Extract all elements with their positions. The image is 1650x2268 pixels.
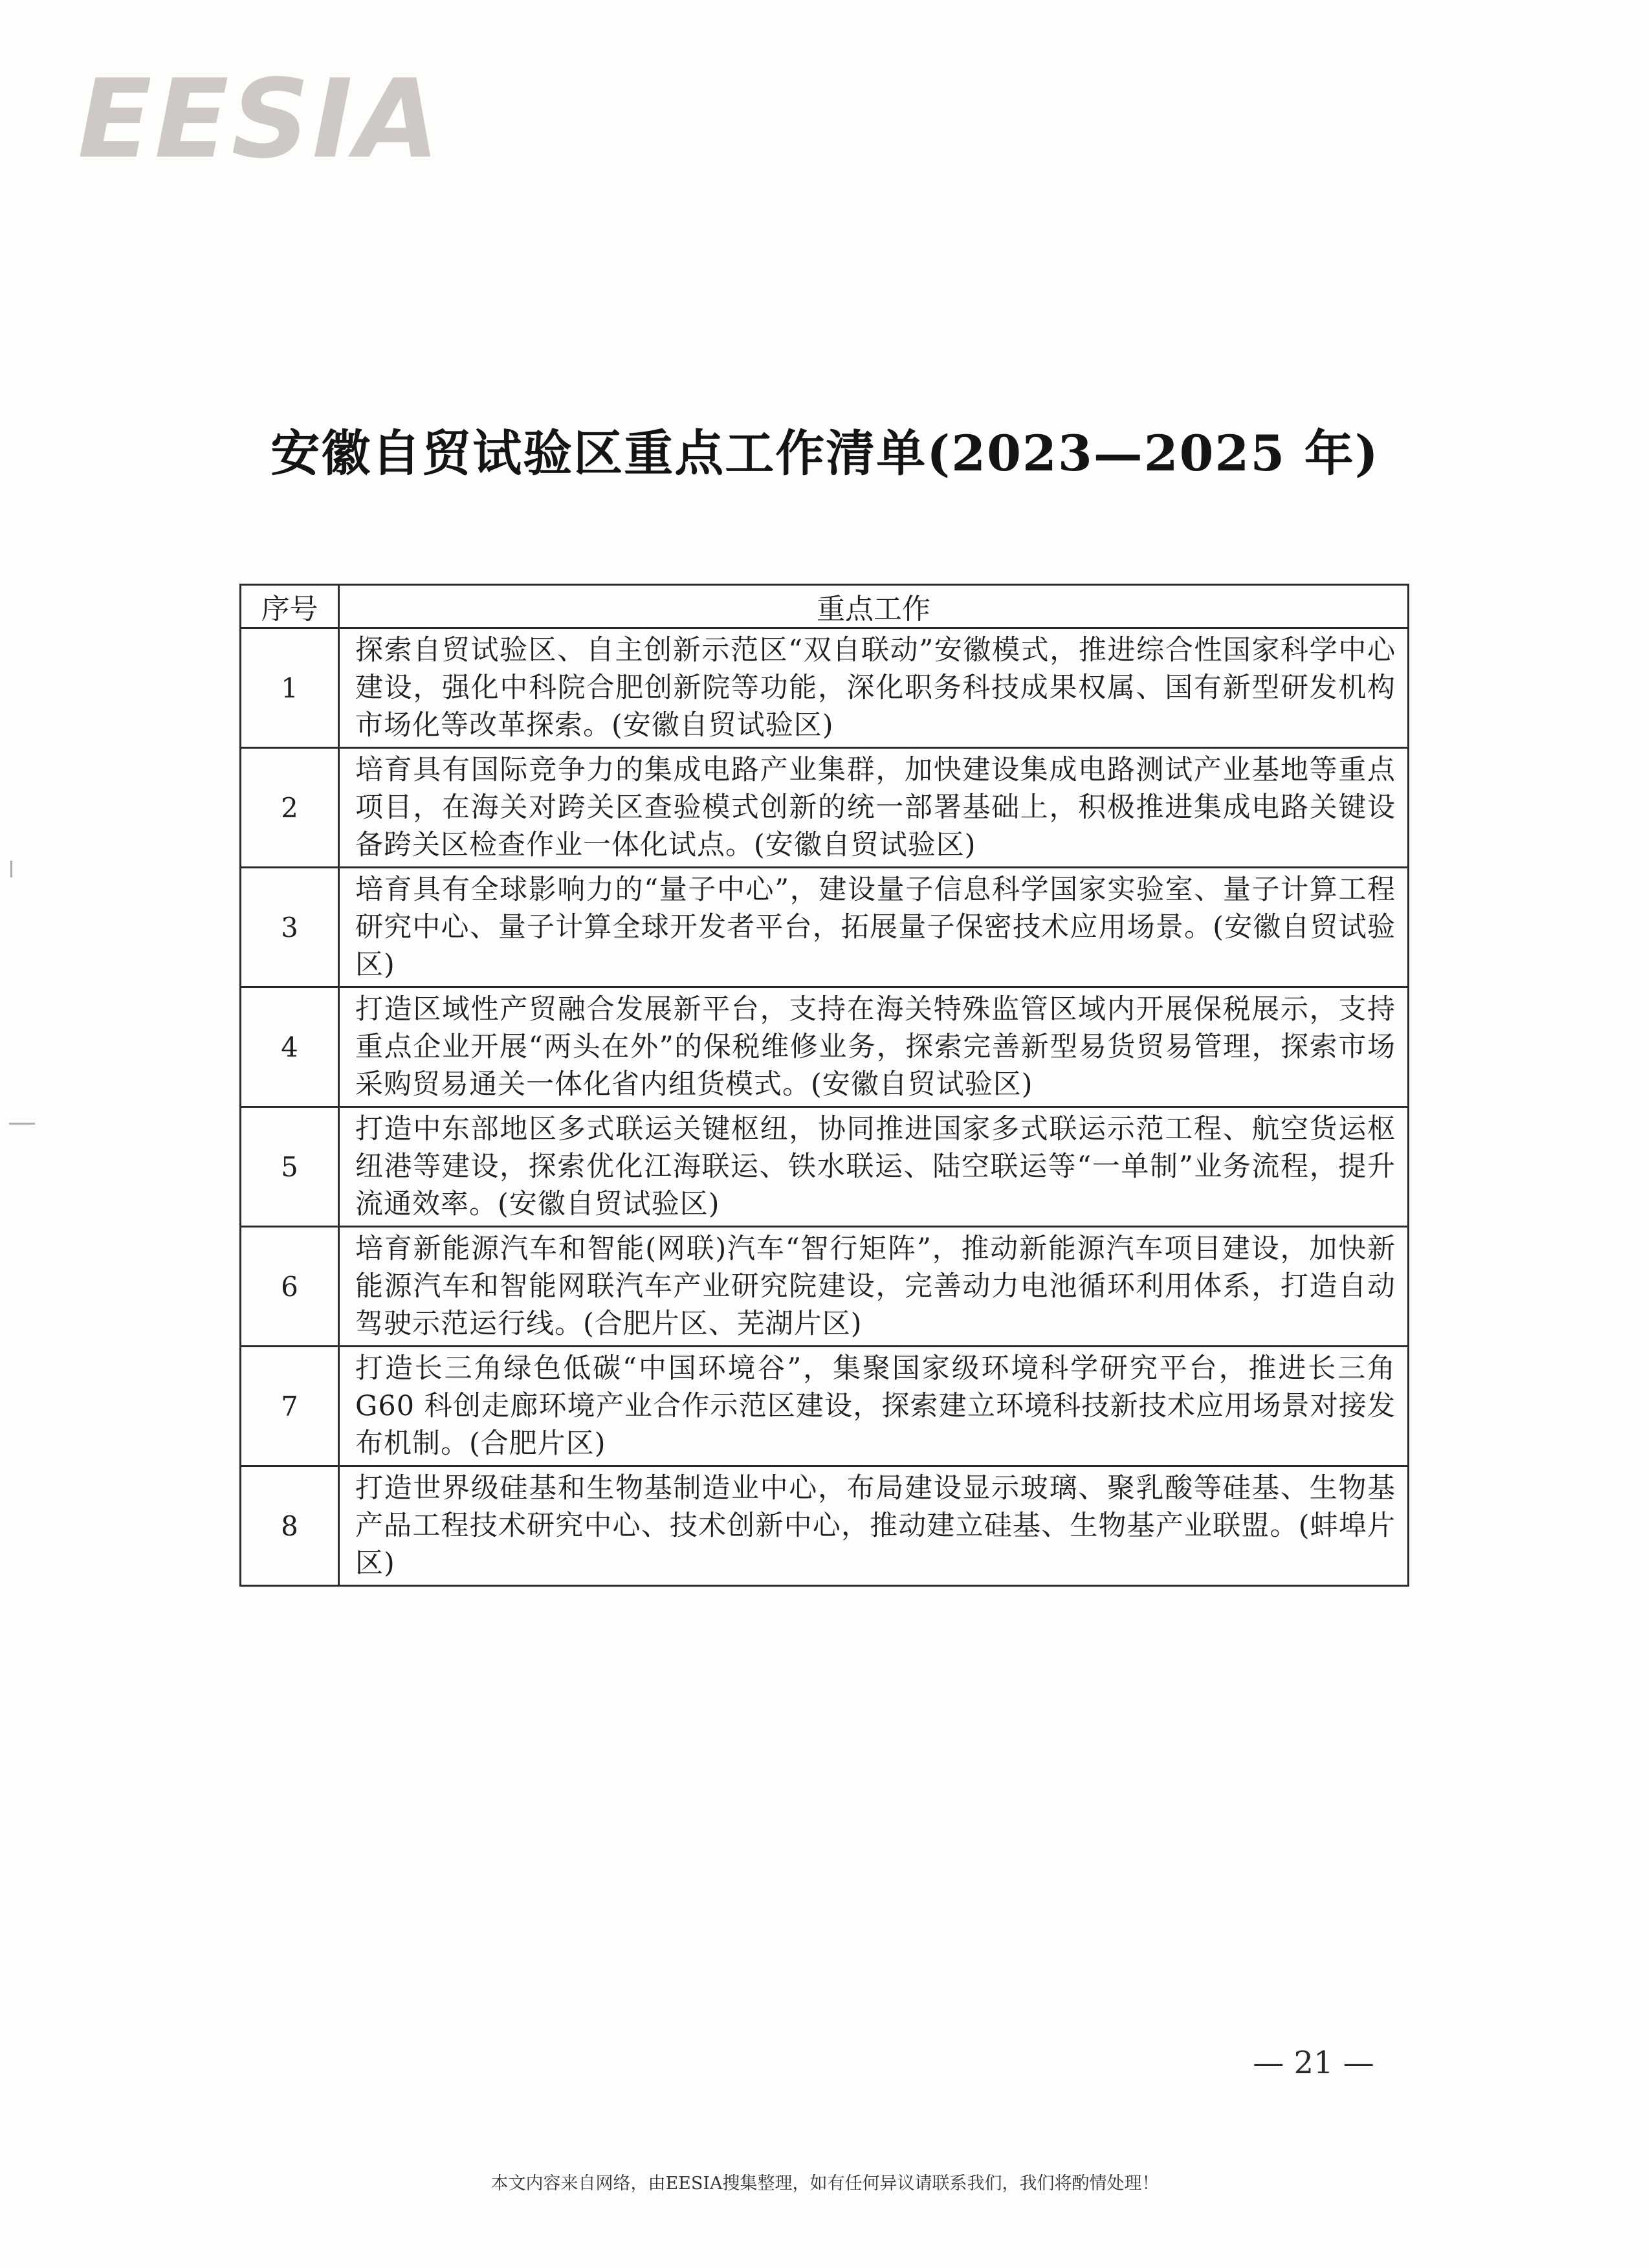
row-work-text: 打造中东部地区多式联运关键枢纽，协同推进国家多式联运示范工程、航空货运枢纽港等建设，探索优化江海联运、铁水联运、陆空联运等“一单制”业务流程，提升流通效率。(安徽自贸试验区) — [339, 1107, 1409, 1227]
table-row — [241, 748, 1409, 868]
table-row — [241, 1227, 1409, 1347]
row-number: 6 — [241, 1227, 339, 1347]
table-row — [241, 987, 1409, 1107]
row-number: 1 — [241, 628, 339, 748]
eesia-logo: EESIA — [78, 56, 443, 182]
row-work-text: 培育具有国际竞争力的集成电路产业集群，加快建设集成电路测试产业基地等重点项目，在海关对跨关区查验模式创新的统一部署基础上，积极推进集成电路关键设备跨关区检查作业一体化试点。(安徽自贸试验区) — [339, 748, 1409, 868]
page-number: — 21 — — [1253, 2045, 1374, 2081]
row-number: 7 — [241, 1347, 339, 1466]
row-work-text: 探索自贸试验区、自主创新示范区“双自联动”安徽模式，推进综合性国家科学中心建设，强化中科院合肥创新院等功能，深化职务科技成果权属、国有新型研发机构市场化等改革探索。(安徽自贸试验区) — [339, 628, 1409, 748]
row-work-text: 培育具有全球影响力的“量子中心”，建设量子信息科学国家实验室、量子计算工程研究中心、量子计算全球开发者平台，拓展量子保密技术应用场景。(安徽自贸试验区) — [339, 868, 1409, 987]
footer-disclaimer: 本文内容来自网络，由EESIA搜集整理，如有任何异议请联系我们，我们将酌情处理！ — [490, 2174, 1160, 2194]
table-header-row — [241, 585, 1409, 628]
header-serial-number: 序号 — [241, 585, 339, 628]
scan-speck — [9, 1123, 35, 1125]
table-row — [241, 628, 1409, 748]
row-number: 4 — [241, 987, 339, 1107]
row-work-text: 培育新能源汽车和智能(网联)汽车“智行矩阵”，推动新能源汽车项目建设，加快新能源汽车和智能网联汽车产业研究院建设，完善动力电池循环利用体系，打造自动驾驶示范运行线。(合肥片区、芜湖片区) — [339, 1227, 1409, 1347]
table-row — [241, 1107, 1409, 1227]
row-number: 8 — [241, 1466, 339, 1586]
row-number: 2 — [241, 748, 339, 868]
row-work-text: 打造长三角绿色低碳“中国环境谷”，集聚国家级环境科学研究平台，推进长三角 G60 科创走廊环境产业合作示范区建设，探索建立环境科技新技术应用场景对接发布机制。(合肥片区) — [339, 1347, 1409, 1466]
row-number: 3 — [241, 868, 339, 987]
row-number: 5 — [241, 1107, 339, 1227]
document-title: 安徽自贸试验区重点工作清单(2023—2025 年) — [270, 424, 1380, 482]
header-key-work: 重点工作 — [339, 585, 1409, 628]
scan-speck — [10, 861, 12, 877]
table-row — [241, 1347, 1409, 1466]
row-work-text: 打造区域性产贸融合发展新平台，支持在海关特殊监管区域内开展保税展示，支持重点企业开展“两头在外”的保税维修业务，探索完善新型易货贸易管理，探索市场采购贸易通关一体化省内组货模式。(安徽自贸试验区) — [339, 987, 1409, 1107]
table-row — [241, 1466, 1409, 1586]
table-row — [241, 868, 1409, 987]
row-work-text: 打造世界级硅基和生物基制造业中心，布局建设显示玻璃、聚乳酸等硅基、生物基产品工程技术研究中心、技术创新中心，推动建立硅基、生物基产业联盟。(蚌埠片区) — [339, 1466, 1409, 1586]
key-work-table — [239, 584, 1409, 1587]
